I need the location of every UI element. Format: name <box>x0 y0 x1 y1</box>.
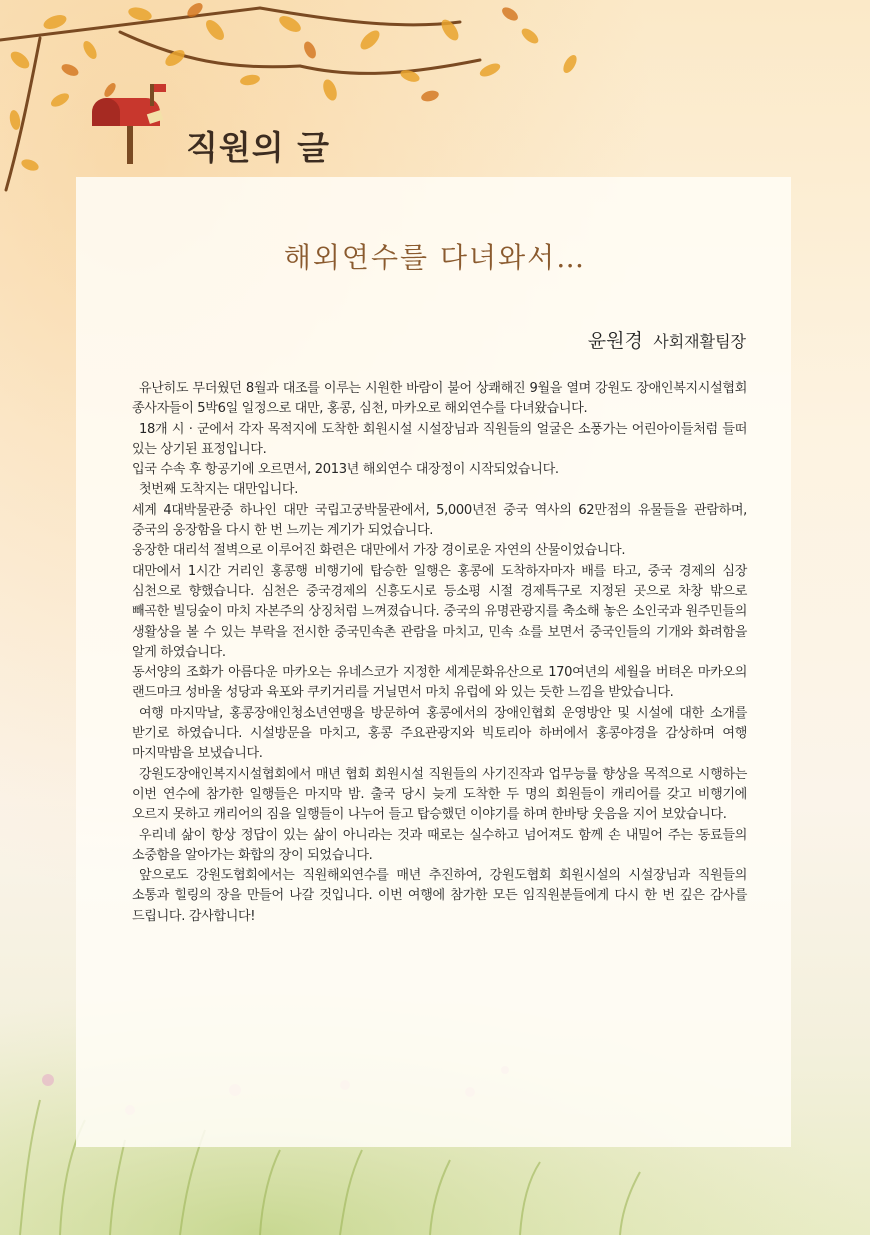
paragraph: 유난히도 무더웠던 8월과 대조를 이루는 시원한 바람이 불어 상쾌해진 9월을 열며 강원도 장애인복지시설협회 종사자들이 5박6일 일정으로 대만, 홍콩, 심천, 마카오로 해외연수를 다녀왔습니다. <box>132 381 747 417</box>
author-name: 윤원경 <box>587 331 643 352</box>
paragraph: 여행 마지막날, 홍콩장애인청소년연맹을 방문하여 홍콩에서의 장애인협회 운영방안 및 시설에 대한 소개를 받기로 하였습니다. 시설방문을 마치고, 홍콩 주요관광지와 빅토리아 하버에서 홍콩야경을 감상하며 여행 마지막밤을 보냈습니다. <box>132 705 747 762</box>
author-byline <box>588 326 746 353</box>
paragraph: 동서양의 조화가 아름다운 마카오는 유네스코가 지정한 세계문화유산으로 170여년의 세월을 버텨온 마카오의 랜드마크 성바울 성당과 육포와 쿠키거리를 거닐면서 마치 유럽에 와 있는 듯한 느낌을 받았습니다. <box>132 665 747 701</box>
author-dept: 사회재활팀장 <box>653 334 746 351</box>
paragraph: 첫번째 도착지는 대만입니다. <box>139 482 299 498</box>
paragraph: 18개 시 · 군에서 각자 목적지에 도착한 회원시설 시설장님과 직원들의 얼굴은 소풍가는 어린아이들처럼 들떠 있는 상기된 표정입니다. <box>132 421 747 457</box>
article-title: 해외연수를 다녀와서… <box>283 241 587 274</box>
paragraph: 강원도장애인복지시설협회에서 매년 협회 회원시설 직원들의 사기진작과 업무능률 향상을 목적으로 시행하는 이번 연수에 참가한 일행들은 마지막 밤. 출국 당시 늦게 도착한 두 명의 회원들이 캐리어를 갖고 비행기에 오르지 못하고 캐리어의 짐을 일행들이 나누어 들고 탑승했던 이야기를 하며 한바탕 웃음을 지어 보았습니다. <box>132 766 747 823</box>
paragraph: 대만에서 1시간 거리인 홍콩행 비행기에 탑승한 일행은 홍콩에 도착하자마자 배를 타고, 중국 경제의 심장 심천으로 향했습니다. 심천은 중국경제의 신흥도시로 등소평 시절 경제특구로 지정된 곳으로 차창 밖으로 빼곡한 빌딩숲이 마치 자본주의 상징처럼 느껴졌습니다. 중국의 유명관광지를 축소해 놓은 소인국과 원주민들의 생활상을 볼 수 있는 부락을 전시한 중국민속촌 관람을 마치고, 민속 쇼를 보면서 중국인들의 기개와 화려함을 알게 하였습니다. <box>132 563 747 660</box>
section-title: 직원의 글 <box>186 128 331 167</box>
paragraph: 웅장한 대리석 절벽으로 이루어진 화련은 대만에서 가장 경이로운 자연의 산물이었습니다. <box>132 543 626 559</box>
paragraph: 입국 수속 후 항공기에 오르면서, 2013년 해외연수 대장정이 시작되었습니다. <box>132 462 559 478</box>
paragraph: 앞으로도 강원도협회에서는 직원해외연수를 매년 추진하여, 강원도협회 회원시설의 시설장님과 직원들의 소통과 힐링의 장을 만들어 나갈 것입니다. 이번 여행에 참가한 모든 임직원분들에게 다시 한 번 깊은 감사를 드립니다. 감사합니다! <box>132 868 747 924</box>
paragraph: 우리네 삶이 항상 정답이 있는 삶이 아니라는 것과 때로는 실수하고 넘어져도 함께 손 내밀어 주는 동료들의 소중함을 알아가는 화합의 장이 되었습니다. <box>132 827 747 863</box>
paragraph: 세계 4대박물관중 하나인 대만 국립고궁박물관에서, 5,000년전 중국 역사의 62만점의 유물들을 관람하며, 중국의 웅장함을 다시 한 번 느끼는 계기가 되었습니다. <box>132 502 747 539</box>
article-body <box>132 379 747 927</box>
